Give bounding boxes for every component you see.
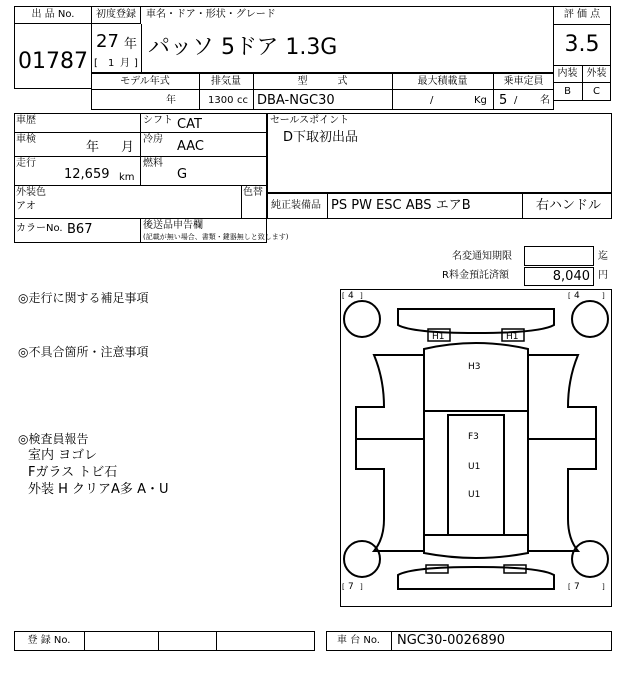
aftermarket-label: 後送品申告欄 — [143, 220, 203, 231]
mark-u1-a: U1 — [468, 462, 481, 472]
score-label: 評 価 点 — [563, 9, 601, 20]
max-load-label: 最大積載量 — [417, 76, 468, 87]
score-label-line — [553, 24, 611, 25]
mileage-label: 走行 — [16, 158, 36, 169]
equipment-divider-2 — [522, 193, 523, 219]
mark-h3: H3 — [468, 362, 481, 372]
displacement-unit: cc — [237, 95, 248, 106]
first-reg-month: 1 — [108, 58, 115, 69]
max-load-slash: / — [430, 95, 434, 106]
rear-bumper-icon — [398, 567, 554, 589]
chassis-no: NGC30-0026890 — [397, 633, 506, 648]
svg-text:[: [ — [568, 292, 571, 300]
capacity-label: 乗車定員 — [503, 76, 544, 87]
svg-text:]: ] — [360, 583, 363, 591]
first-reg-year: 27 — [96, 31, 119, 52]
aftermarket-note: (記載が無い場合、書類・鍵器無しと致します) — [143, 233, 289, 241]
front-bumper-icon — [398, 309, 554, 333]
fuel: G — [177, 167, 188, 182]
inspector-line-3: 外装 H クリアA多 A・U — [28, 482, 169, 497]
first-reg-divider — [141, 24, 142, 73]
svg-text:[: [ — [568, 583, 571, 591]
model-year-unit: 年 — [166, 95, 176, 106]
mark-h1-right: H1 — [506, 332, 519, 342]
reg-no-label: 登 録 No. — [27, 635, 71, 646]
shift-label: シフト — [143, 115, 173, 126]
mileage-unit: km — [119, 172, 135, 183]
model-code-label: 型 式 — [297, 76, 348, 87]
ac-label: 冷房 — [143, 134, 163, 145]
capacity-slash: / — [514, 95, 518, 106]
hood-icon — [424, 343, 528, 411]
inspection-year-unit: 年 — [86, 140, 100, 155]
first-reg-label: 初度登録 — [96, 9, 136, 20]
first-reg-month-open: [ — [94, 58, 98, 69]
color-change-label: 色替 — [243, 187, 263, 198]
car-info-label: 車名・ドア・形状・グレード — [146, 9, 276, 20]
interior-label: 内装 — [557, 68, 578, 79]
name-change-unit: 迄 — [598, 251, 608, 262]
sales-point-label: セールスポイント — [270, 115, 350, 126]
car-name: パッソ 5ドア 1.3G — [148, 35, 338, 60]
recycle-unit: 円 — [598, 270, 608, 281]
svg-text:[: [ — [342, 292, 345, 300]
tire-rear-right-icon — [572, 541, 608, 577]
equipment-label: 純正装備品 — [271, 200, 321, 211]
tire-rl-label: 7 — [348, 582, 354, 592]
inspector-line-2: Fガラス トビ石 — [28, 465, 118, 480]
mark-u1-b: U1 — [468, 490, 481, 500]
color-change-divider — [241, 185, 242, 218]
lot-no: 01787 — [18, 49, 88, 74]
exterior-color-label: 外装色 — [16, 187, 46, 198]
svg-text:]: ] — [602, 583, 605, 591]
recycle-label: R料金預託済額 — [442, 270, 509, 281]
equipment-divider-1 — [327, 193, 328, 219]
displacement-label: 排気量 — [211, 76, 241, 87]
chassis-divider — [391, 631, 392, 651]
reg-no-divider-3 — [216, 631, 217, 651]
exterior-grade: C — [593, 86, 600, 97]
interior-grade: B — [564, 86, 571, 97]
equipment: PS PW ESC ABS エアB — [331, 198, 471, 213]
capacity-unit: 名 — [540, 95, 550, 106]
mark-f3: F3 — [468, 432, 479, 442]
first-reg-year-unit: 年 — [124, 37, 138, 52]
ac: AAC — [177, 139, 204, 154]
tire-rear-left-icon — [344, 541, 380, 577]
rear-hatch-icon — [424, 535, 528, 558]
fuel-label: 燃料 — [143, 158, 163, 169]
recycle-value: 8,040 — [552, 269, 590, 284]
inspector-line-1: 室内 ヨゴレ — [28, 448, 98, 463]
color-no: B67 — [67, 222, 93, 237]
inspection-label: 車検 — [16, 134, 36, 145]
capacity-value: 5 — [499, 93, 508, 108]
shift: CAT — [177, 117, 202, 132]
defects-label: ◎不具合箇所・注意事項 — [18, 345, 149, 359]
details-row-3 — [14, 185, 267, 186]
svg-text:[: [ — [342, 583, 345, 591]
name-change-label: 名変通知期限 — [452, 251, 512, 262]
reg-no-divider-2 — [158, 631, 159, 651]
lot-no-label: 出 品 No. — [31, 9, 75, 20]
history-label: 車歴 — [16, 115, 36, 126]
svg-text:]: ] — [602, 292, 605, 300]
exterior-color: アオ — [16, 201, 36, 212]
reg-no-divider-1 — [84, 631, 85, 651]
first-reg-month-close: ] — [134, 58, 138, 69]
exterior-label: 外装 — [586, 68, 607, 79]
mileage: 12,659 — [64, 167, 110, 182]
color-no-divider — [140, 218, 141, 243]
mark-h1-left: H1 — [432, 332, 445, 342]
svg-text:]: ] — [360, 292, 363, 300]
score: 3.5 — [564, 32, 600, 57]
details-col-line — [140, 113, 141, 185]
details-row-1 — [14, 132, 267, 133]
inspector-label: ◎検査員報告 — [18, 432, 89, 446]
displacement: 1300 — [208, 95, 234, 106]
tire-front-right-icon — [572, 301, 608, 337]
car-diagram — [340, 289, 612, 607]
steering: 右ハンドル — [536, 198, 602, 213]
tire-front-left-icon — [344, 301, 380, 337]
tire-rr-label: 7 — [574, 582, 580, 592]
name-change-box — [524, 246, 594, 266]
max-load-unit: Kg — [474, 95, 487, 106]
model-code: DBA-NGC30 — [257, 93, 335, 108]
specs-mid-line — [91, 89, 554, 90]
chassis-label: 車 台 No. — [337, 635, 380, 646]
sales-point: D下取初出品 — [283, 130, 359, 145]
color-no-label: カラーNo. — [16, 223, 63, 234]
right-side-icon — [528, 355, 596, 551]
details-row-2 — [14, 156, 267, 157]
tire-fr-label: 4 — [574, 291, 580, 301]
left-side-icon — [356, 355, 424, 551]
tire-fl-label: 4 — [348, 291, 354, 301]
inspection-month-unit: 月 — [121, 140, 135, 155]
first-reg-month-unit: 月 — [120, 58, 130, 69]
running-notes-label: ◎走行に関する補足事項 — [18, 291, 149, 305]
model-year-label: モデル年式 — [120, 76, 170, 87]
